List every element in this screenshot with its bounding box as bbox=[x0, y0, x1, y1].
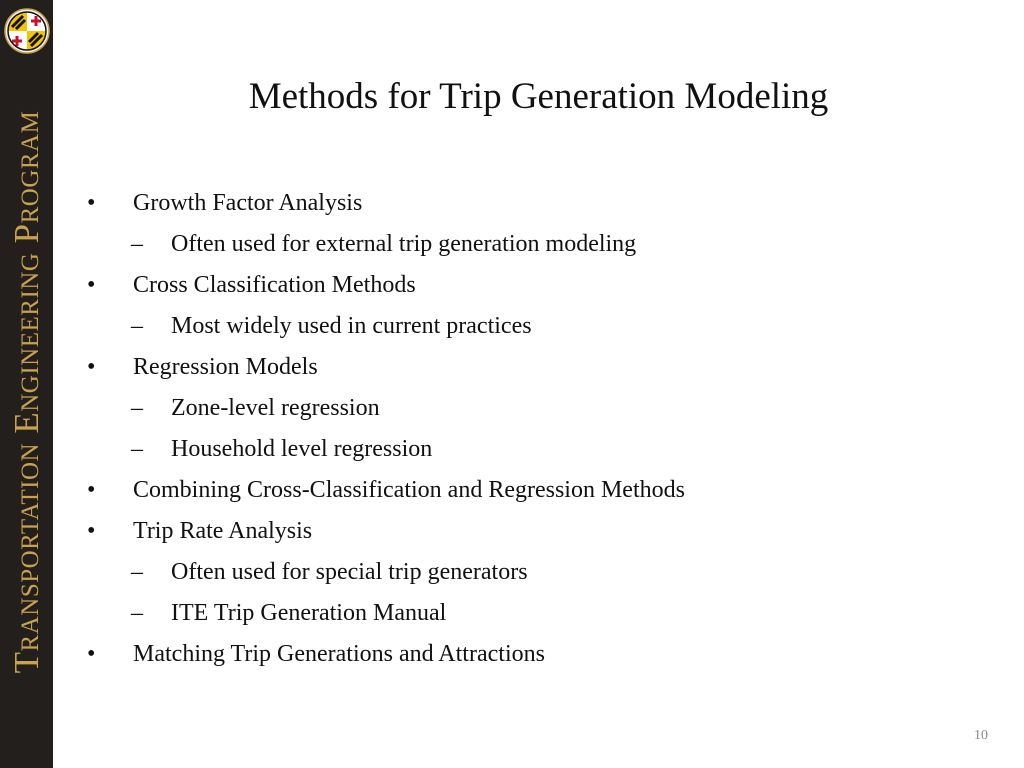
dash-marker: – bbox=[131, 313, 143, 339]
bullet-text: Combining Cross-Classification and Regression Methods bbox=[133, 477, 685, 503]
maryland-seal-icon bbox=[4, 8, 50, 54]
bullet-text: Matching Trip Generations and Attractions bbox=[133, 641, 545, 667]
sub-bullet-text: Household level regression bbox=[171, 436, 433, 462]
bullet-marker: • bbox=[87, 190, 96, 216]
bullet-marker: • bbox=[87, 354, 96, 380]
sub-bullet-text: Zone-level regression bbox=[171, 395, 380, 421]
sub-bullet-text: Often used for external trip generation modeling bbox=[171, 231, 637, 257]
sub-bullet-item bbox=[87, 306, 987, 347]
bullet-item bbox=[87, 183, 987, 224]
sub-bullet-text: ITE Trip Generation Manual bbox=[171, 600, 447, 626]
sub-bullet-item bbox=[87, 593, 987, 634]
page-number: 10 bbox=[974, 728, 988, 743]
sub-bullet-item bbox=[87, 552, 987, 593]
sub-bullet-item bbox=[87, 429, 987, 470]
bullet-item bbox=[87, 265, 987, 306]
bullet-marker: • bbox=[87, 518, 96, 544]
dash-marker: – bbox=[131, 600, 143, 626]
slide-title: Methods for Trip Generation Modeling bbox=[248, 76, 829, 117]
bullet-text: Regression Models bbox=[133, 354, 318, 380]
program-name: Transportation Engineering Program bbox=[7, 110, 46, 674]
sidebar bbox=[0, 0, 53, 768]
bullet-text: Trip Rate Analysis bbox=[133, 518, 313, 544]
bullet-item bbox=[87, 347, 987, 388]
bullet-list bbox=[87, 183, 987, 675]
dash-marker: – bbox=[131, 395, 143, 421]
bullet-item bbox=[87, 511, 987, 552]
dash-marker: – bbox=[131, 436, 143, 462]
bullet-text: Growth Factor Analysis bbox=[133, 190, 363, 216]
bullet-marker: • bbox=[87, 641, 96, 667]
bullet-marker: • bbox=[87, 477, 96, 503]
sub-bullet-item bbox=[87, 224, 987, 265]
sub-bullet-text: Often used for special trip generators bbox=[171, 559, 528, 585]
dash-marker: – bbox=[131, 231, 143, 257]
bullet-item bbox=[87, 634, 987, 675]
bullet-marker: • bbox=[87, 272, 96, 298]
dash-marker: – bbox=[131, 559, 143, 585]
bullet-item bbox=[87, 470, 987, 511]
bullet-text: Cross Classification Methods bbox=[133, 272, 416, 298]
sub-bullet-item bbox=[87, 388, 987, 429]
sub-bullet-text: Most widely used in current practices bbox=[171, 313, 532, 339]
